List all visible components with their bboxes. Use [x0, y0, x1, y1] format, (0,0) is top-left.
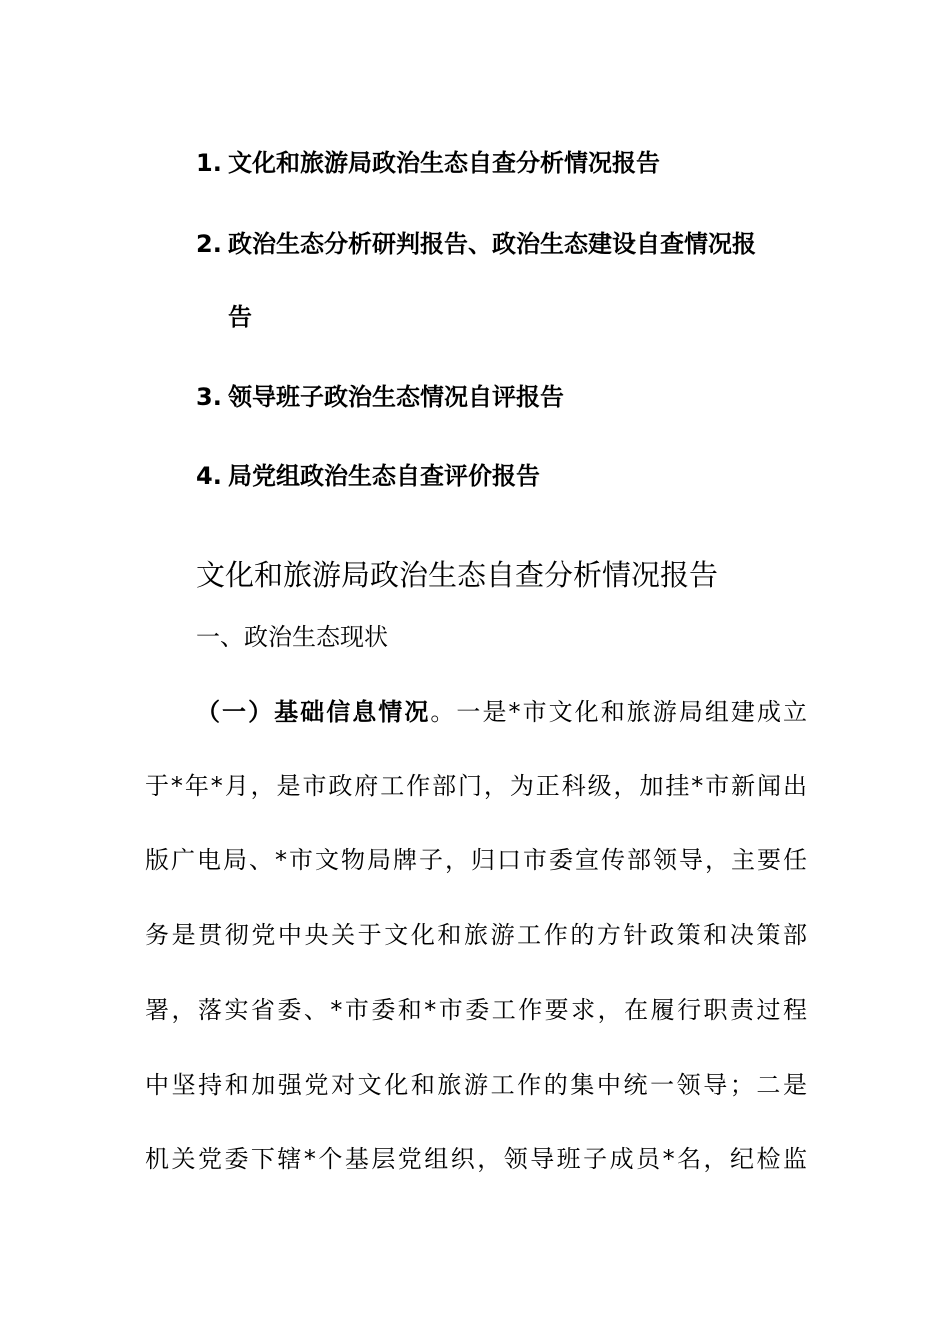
toc-item-2	[196, 229, 756, 259]
paragraph-line-4: 务是贯彻党中央关于文化和旅游工作的方针政策和决策部	[145, 921, 807, 949]
toc-number: 1.	[196, 149, 222, 177]
toc-item-2-continuation: 告	[228, 303, 252, 331]
paragraph-line-5: 署，落实省委、*市委和*市委工作要求，在履行职责过程	[145, 996, 807, 1024]
toc-title: 文化和旅游局政治生态自查分析情况报告	[228, 149, 660, 177]
toc-number: 2.	[196, 230, 222, 258]
paragraph-line-1	[196, 697, 807, 727]
toc-item-4	[196, 461, 540, 491]
toc-title: 政治生态分析研判报告、政治生态建设自查情况报	[228, 230, 756, 258]
paragraph-line-7: 机关党委下辖*个基层党组织，领导班子成员*名，纪检监	[145, 1145, 807, 1173]
toc-title: 局党组政治生态自查评价报告	[228, 462, 540, 490]
paragraph-line-3: 版广电局、*市文物局牌子，归口市委宣传部领导，主要任	[145, 846, 807, 874]
paragraph-lead: （一）基础信息情况	[196, 698, 431, 726]
toc-number: 3.	[196, 383, 222, 411]
toc-item-3	[196, 382, 564, 412]
toc-title: 领导班子政治生态情况自评报告	[228, 383, 564, 411]
toc-number: 4.	[196, 462, 222, 490]
paragraph-line-6: 中坚持和加强党对文化和旅游工作的集中统一领导；二是	[145, 1071, 807, 1099]
document-title: 文化和旅游局政治生态自查分析情况报告	[196, 558, 719, 592]
paragraph-line-2: 于*年*月，是市政府工作部门，为正科级，加挂*市新闻出	[145, 772, 807, 800]
section-heading: 一、政治生态现状	[196, 623, 388, 651]
paragraph-text: 。一是*市文化和旅游局组建成立	[430, 698, 807, 726]
toc-item-1	[196, 148, 660, 178]
